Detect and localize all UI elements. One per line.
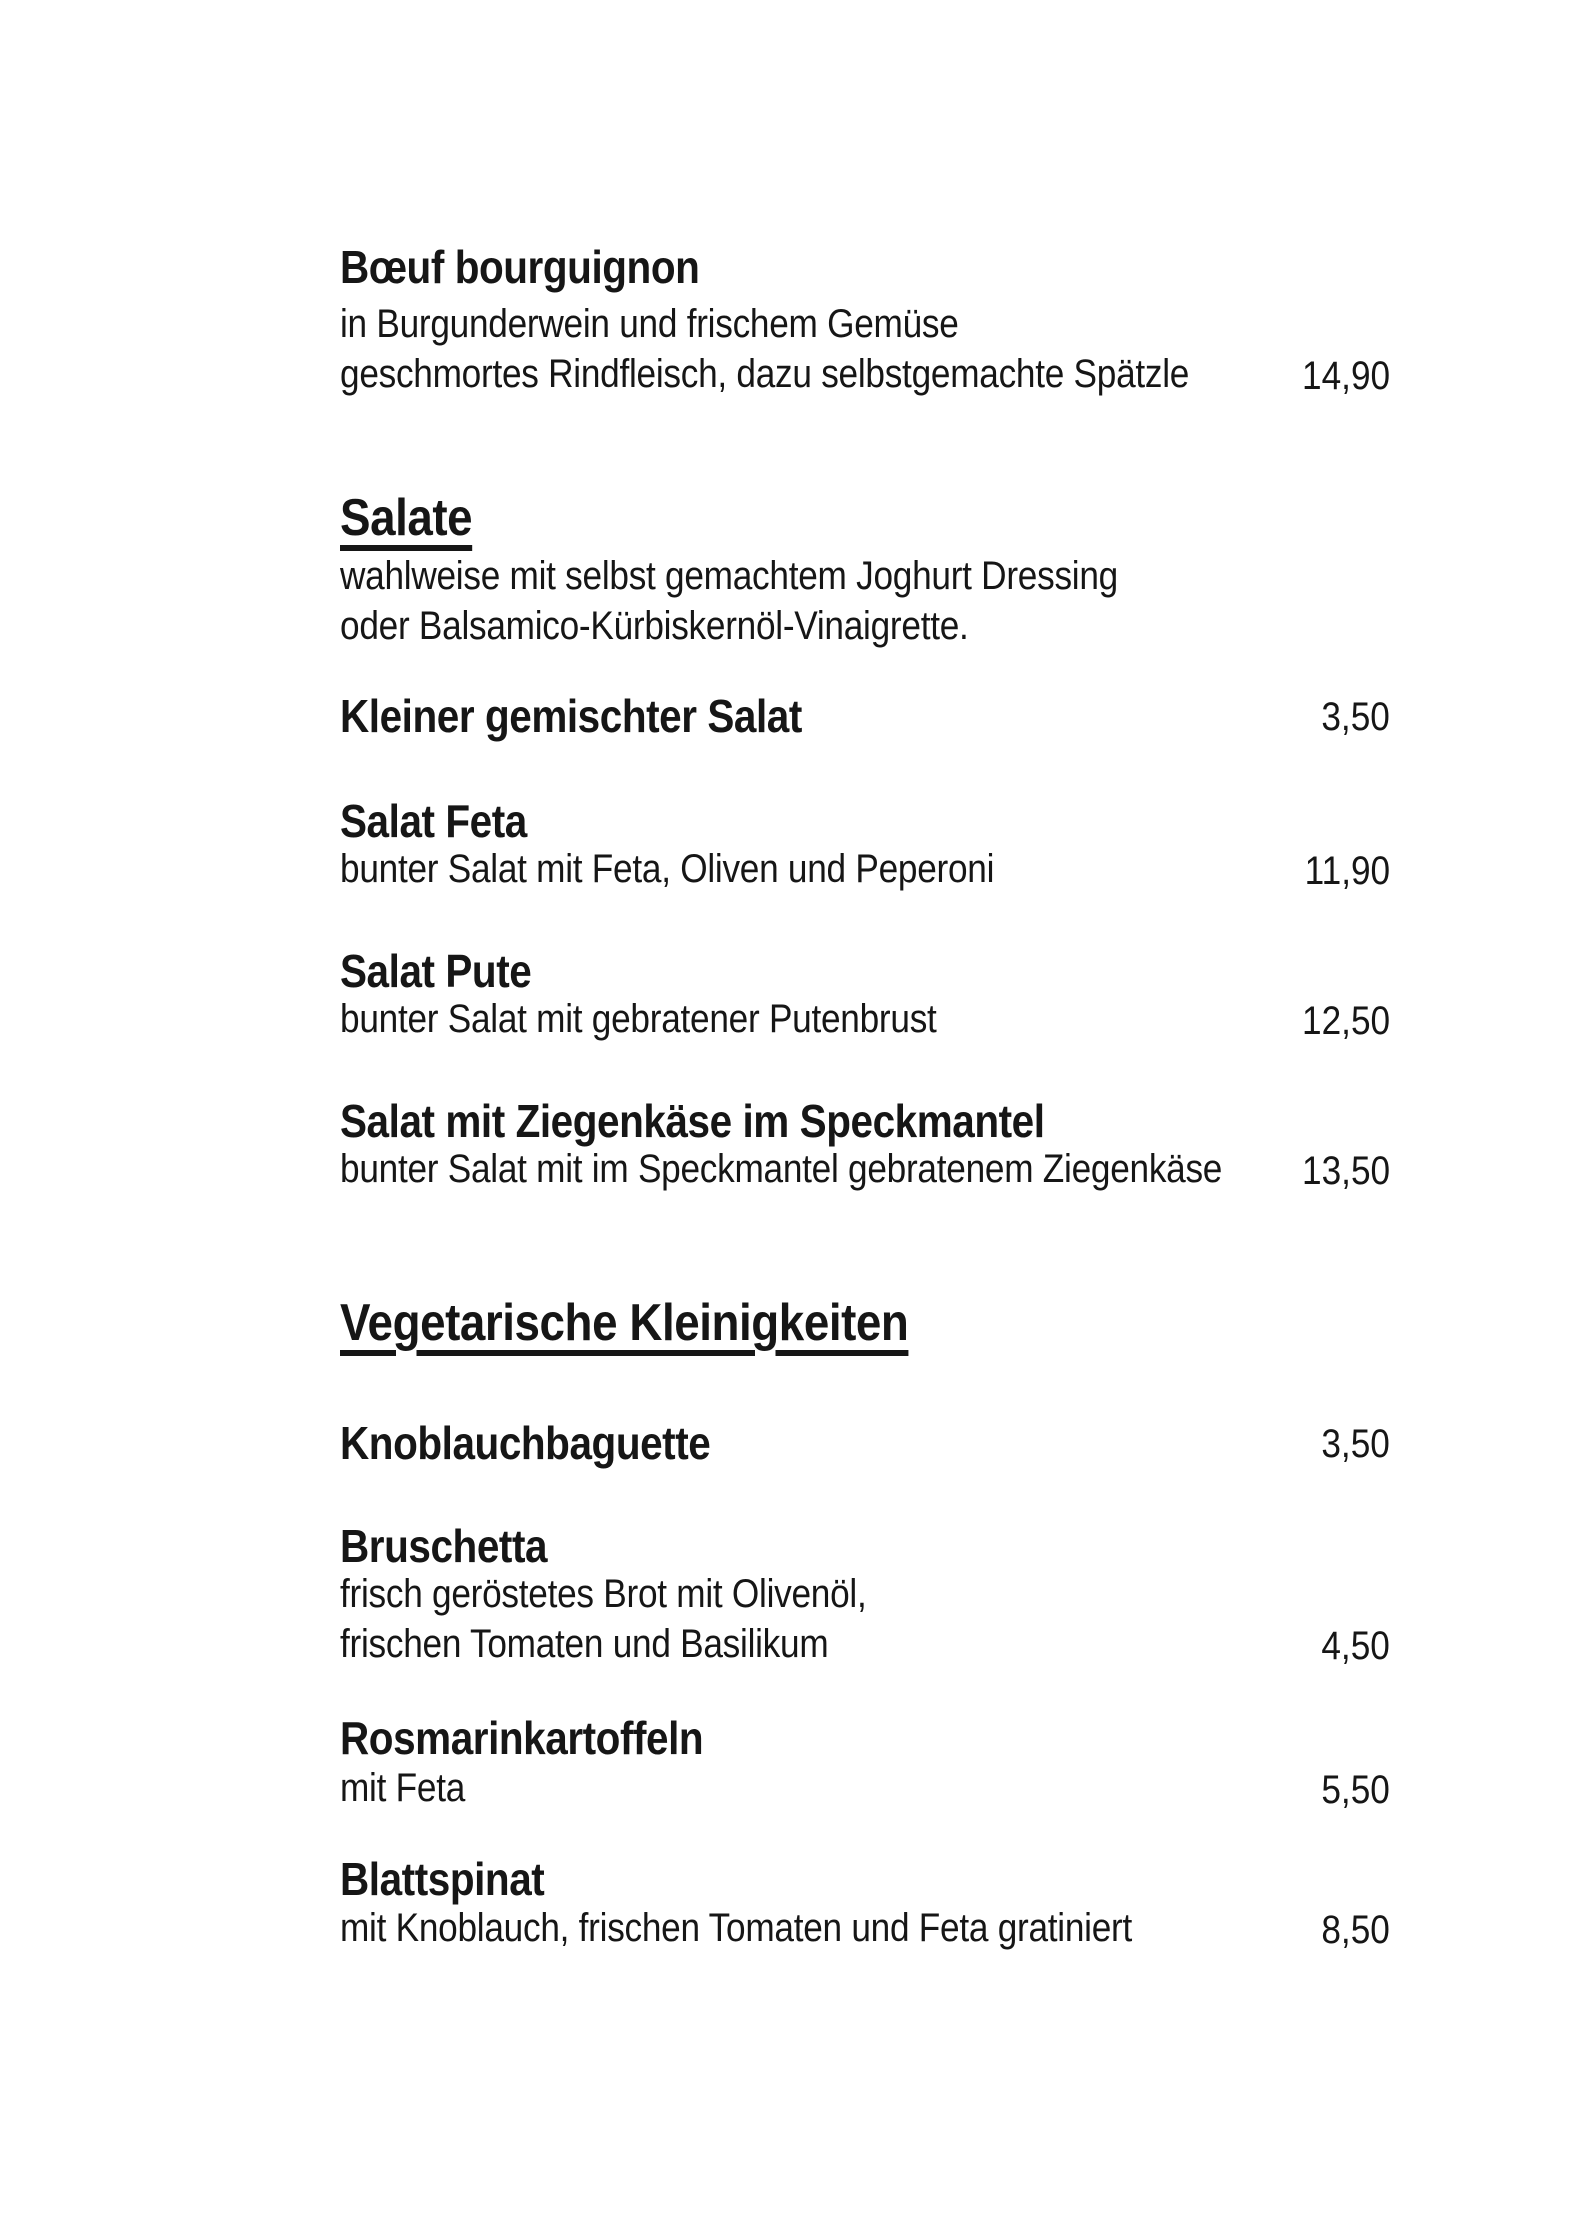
menu-item-price: 4,50: [1321, 1624, 1390, 1668]
menu-item-desc: frisch geröstetes Brot mit Olivenöl,: [340, 1572, 867, 1616]
menu-item-desc: bunter Salat mit Feta, Oliven und Peperoni: [340, 847, 995, 891]
menu-item-price: 8,50: [1321, 1908, 1390, 1952]
menu-item-name: Kleiner gemischter Salat: [340, 690, 802, 742]
section-title: Salate: [340, 489, 473, 547]
menu-item-price: 12,50: [1301, 999, 1390, 1043]
section-note: oder Balsamico-Kürbiskernöl-Vinaigrette.: [340, 604, 969, 648]
menu-item-name: Bœuf bourguignon: [340, 241, 700, 293]
menu-item-name: Salat mit Ziegenkäse im Speckmantel: [340, 1095, 1045, 1147]
menu-item-desc: frischen Tomaten und Basilikum: [340, 1622, 829, 1666]
menu-item-price: 3,50: [1321, 695, 1390, 739]
menu-item-price: 13,50: [1301, 1149, 1390, 1193]
menu-item-price: 14,90: [1301, 354, 1390, 398]
menu-item-name: Knoblauchbaguette: [340, 1417, 711, 1469]
menu-item-price: 5,50: [1321, 1768, 1390, 1812]
menu-item-price: 11,90: [1304, 849, 1390, 893]
menu-item-price: 3,50: [1321, 1422, 1390, 1466]
menu-item-desc: bunter Salat mit im Speckmantel gebratenem Ziegenkäse: [340, 1147, 1223, 1191]
menu-item-name: Salat Pute: [340, 945, 532, 997]
menu-item-name: Salat Feta: [340, 795, 527, 847]
menu-item-desc: geschmortes Rindfleisch, dazu selbstgemachte Spätzle: [340, 352, 1190, 396]
menu-item-desc: in Burgunderwein und frischem Gemüse: [340, 302, 959, 346]
menu-item-desc: bunter Salat mit gebratener Putenbrust: [340, 997, 937, 1041]
menu-item-name: Rosmarinkartoffeln: [340, 1712, 704, 1764]
menu-item-name: Bruschetta: [340, 1520, 548, 1572]
menu-item-desc: mit Feta: [340, 1766, 466, 1810]
menu-item-name: Blattspinat: [340, 1853, 545, 1905]
menu-item-desc: mit Knoblauch, frischen Tomaten und Feta gratiniert: [340, 1906, 1133, 1950]
section-note: wahlweise mit selbst gemachtem Joghurt Dressing: [340, 554, 1118, 598]
section-title: Vegetarische Kleinigkeiten: [340, 1294, 909, 1352]
